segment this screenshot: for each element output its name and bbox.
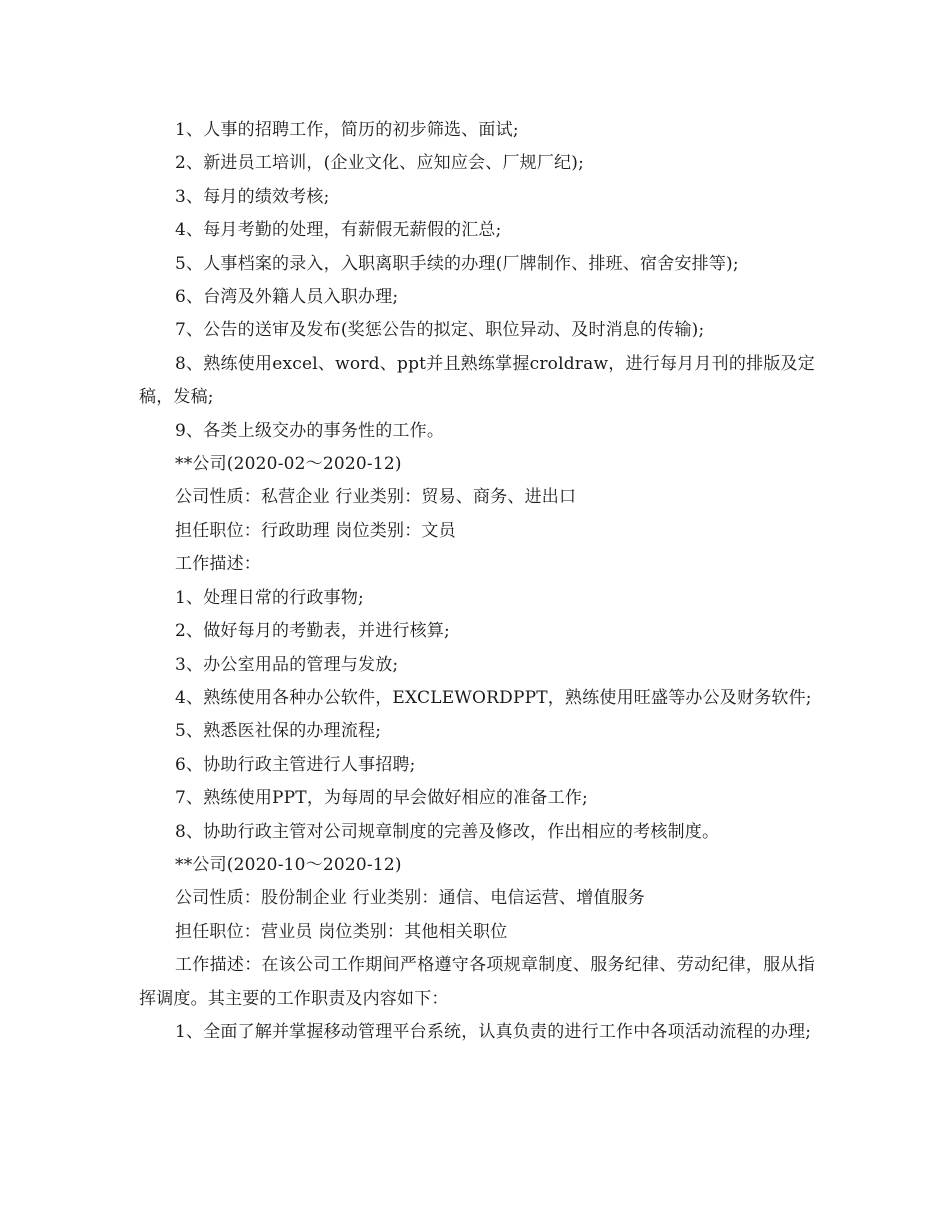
paragraph-regulations: 8、协助行政主管对公司规章制度的完善及修改，作出相应的考核制度。: [175, 821, 720, 842]
paragraph-attendance: 4、每月考勤的处理，有薪假无薪假的汇总;: [175, 220, 502, 241]
paragraph-personnel-files: 5、人事档案的录入，入职离职手续的办理(厂牌制作、排班、宿舍安排等);: [175, 253, 739, 274]
job-description-2: 工作描述：在该公司工作期间严格遵守各项规章制度、服务纪律、劳动纪律，服从指挥调度。其主要的工作职责及内容如下：: [139, 955, 815, 1009]
job-description-label: 工作描述：: [175, 554, 261, 575]
paragraph-foreign-staff: 6、台湾及外籍人员入职办理;: [175, 287, 399, 308]
paragraph-social-security: 5、熟悉医社保的办理流程;: [175, 721, 382, 742]
position-info-1: 担任职位：行政助理 岗位类别：文员: [175, 520, 456, 541]
document-body: [139, 114, 815, 1049]
paragraph-hr-recruiting: 1、人事的招聘工作，简历的初步筛选、面试;: [175, 120, 519, 140]
company-heading-2: **公司(2020-10～2020-12): [175, 854, 402, 875]
company-nature-1: 公司性质：私营企业 行业类别：贸易、商务、进出口: [175, 487, 577, 508]
paragraph-ppt-meetings: 7、熟练使用PPT，为每周的早会做好相应的准备工作;: [175, 788, 588, 809]
paragraph-misc-tasks: 9、各类上级交办的事务性的工作。: [175, 420, 445, 441]
paragraph-office-software-2: 4、熟练使用各种办公软件，EXCLEWORDPPT，熟练使用旺盛等办公及财务软件;: [175, 687, 812, 708]
company-heading-1: **公司(2020-02～2020-12): [175, 454, 402, 475]
paragraph-new-employee-training: 2、新进员工培训，(企业文化、应知应会、厂规厂纪);: [175, 153, 585, 174]
paragraph-assist-recruiting: 6、协助行政主管进行人事招聘;: [175, 754, 416, 775]
paragraph-attendance-sheet: 2、做好每月的考勤表，并进行核算;: [175, 621, 450, 642]
position-info-2: 担任职位：营业员 岗位类别：其他相关职位: [175, 921, 508, 942]
paragraph-office-supplies: 3、办公室用品的管理与发放;: [175, 654, 399, 675]
paragraph-announcements: 7、公告的送审及发布(奖惩公告的拟定、职位异动、及时消息的传输);: [175, 320, 705, 341]
paragraph-admin-affairs: 1、处理日常的行政事物;: [175, 587, 364, 608]
paragraph-mobile-platform: 1、全面了解并掌握移动管理平台系统，认真负责的进行工作中各项活动流程的办理;: [175, 1021, 812, 1042]
paragraph-performance-review: 3、每月的绩效考核;: [175, 186, 330, 207]
paragraph-office-software: 8、熟练使用excel、word、ppt并且熟练掌握croldraw，进行每月月刊的排版及定稿，发稿;: [139, 353, 815, 408]
company-nature-2: 公司性质：股份制企业 行业类别：通信、电信运营、增值服务: [175, 888, 646, 909]
